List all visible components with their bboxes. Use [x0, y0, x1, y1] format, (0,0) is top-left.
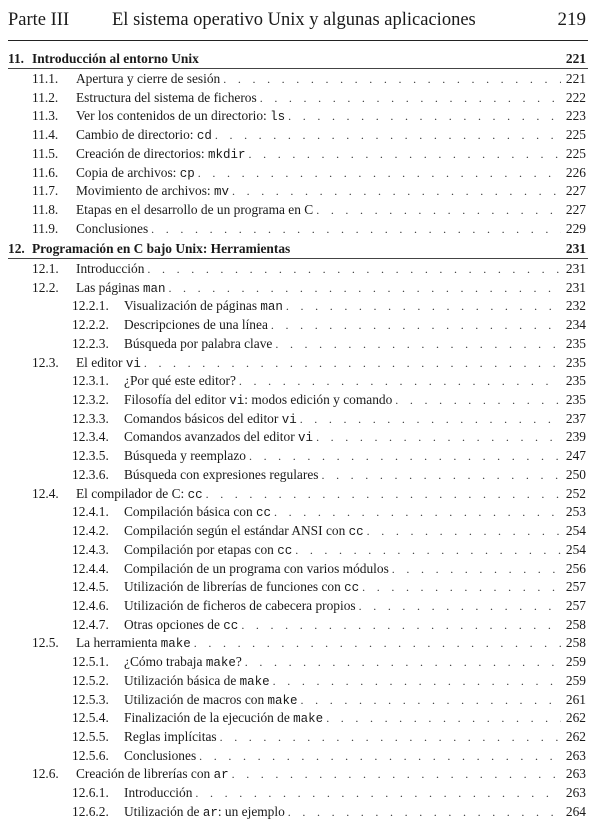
entry-text: El compilador de C:: [76, 485, 188, 501]
toc-entry[interactable]: [8, 765, 586, 783]
entry-page: 231: [565, 261, 586, 276]
entry-page: 222: [565, 89, 586, 105]
entry-text: Descripciones de una línea: [124, 317, 268, 333]
entry-page: 234: [565, 317, 586, 333]
entry-page: 235: [565, 335, 586, 351]
toc-entry[interactable]: [8, 279, 586, 297]
entry-page: 221: [565, 71, 586, 86]
entry-number: 12.4.7.: [72, 616, 109, 632]
entry-text: Reglas implícitas: [124, 729, 217, 744]
entry-text-suffix: ?: [235, 654, 242, 670]
entry-text: Utilización de ficheros de cabecera propios: [124, 597, 356, 613]
entry-code: vi: [298, 431, 314, 446]
entry-number: 12.4.4.: [72, 560, 109, 576]
entry-page: 237: [565, 410, 586, 426]
entry-title: [124, 653, 242, 672]
part-header: [8, 9, 586, 35]
entry-code: man: [142, 281, 166, 296]
entry-page: 262: [565, 710, 586, 726]
entry-text: Búsqueda con expresiones regulares: [124, 466, 319, 482]
entry-code: ar: [202, 805, 218, 820]
entry-page: 254: [565, 523, 586, 539]
entry-page: 257: [565, 579, 586, 595]
entry-text: Búsqueda y reemplazo: [124, 448, 246, 464]
entry-text: Conclusiones: [76, 220, 149, 236]
entry-title: [124, 372, 236, 390]
entry-title: [76, 354, 141, 373]
entry-number: 12.4.3.: [72, 541, 109, 557]
leader-dots: [326, 709, 561, 727]
entry-code: cd: [196, 129, 212, 144]
entry-text: Otras opciones de: [124, 616, 224, 632]
entry-number: 12.3.2.: [72, 392, 109, 408]
entry-text: Utilización de: [124, 803, 203, 819]
entry-number: 12.3.4.: [72, 429, 109, 445]
entry-code: mv: [213, 185, 229, 200]
leader-dots: [274, 503, 561, 521]
toc-entry[interactable]: [8, 297, 586, 315]
entry-text: Cambio de directorio:: [76, 127, 197, 143]
chapter-page: 231: [565, 241, 586, 256]
entry-title: [124, 803, 285, 822]
leader-dots: [168, 279, 561, 297]
leader-dots: [198, 164, 561, 182]
entry-code: cc: [344, 581, 360, 596]
toc-entry[interactable]: [8, 691, 586, 709]
entry-text: Las páginas: [76, 279, 143, 295]
toc-entry[interactable]: [8, 372, 586, 390]
entry-text: Etapas en el desarrollo de un programa en C: [76, 202, 314, 218]
entry-code: mkdir: [208, 147, 246, 162]
toc-entry[interactable]: [8, 145, 586, 163]
entry-page: 263: [565, 785, 586, 801]
entry-page: 264: [565, 803, 586, 819]
entry-page: 263: [565, 747, 586, 763]
entry-page: 231: [565, 279, 586, 295]
toc-entry[interactable]: [8, 107, 586, 125]
entry-number: 12.5.: [32, 635, 59, 651]
entry-text: Estructura del sistema de ficheros: [76, 89, 257, 105]
entry-code: vi: [125, 356, 141, 371]
entry-title: [124, 616, 238, 635]
leader-dots: [321, 466, 561, 484]
entry-code: ar: [213, 768, 229, 783]
leader-dots: [362, 578, 561, 596]
entry-text-suffix: : un ejemplo: [217, 803, 285, 819]
entry-text: ¿Por qué este editor?: [124, 373, 236, 389]
leader-dots: [147, 260, 561, 278]
entry-page: 235: [565, 392, 586, 408]
entry-title: [76, 107, 285, 126]
entry-code: ls: [270, 110, 286, 125]
entry-number: 12.5.4.: [72, 710, 109, 726]
entry-page: 257: [565, 597, 586, 613]
toc-entry[interactable]: [8, 578, 586, 596]
toc-entry[interactable]: [8, 410, 586, 428]
toc-entry[interactable]: [8, 653, 586, 671]
chapter-heading[interactable]: [8, 50, 586, 68]
entry-code: make: [160, 637, 191, 652]
entry-text: Filosofía del editor: [124, 392, 230, 408]
entry-title: [124, 522, 364, 541]
leader-dots: [232, 182, 561, 200]
entry-text: Conclusiones: [124, 747, 197, 763]
chapter-number: 12.: [8, 241, 25, 256]
part-title: El sistema operativo Unix y algunas aplicaciones: [112, 10, 476, 30]
leader-dots: [288, 803, 561, 821]
toc-entry[interactable]: [8, 391, 586, 409]
entry-page: 258: [565, 635, 586, 651]
entry-code: cc: [277, 543, 293, 558]
entry-title: [124, 447, 246, 465]
entry-text-suffix: : modos edición y comando: [244, 392, 393, 408]
entry-text: Movimiento de archivos:: [76, 183, 214, 199]
entry-number: 12.4.5.: [72, 579, 109, 595]
leader-dots: [151, 220, 561, 238]
entry-title: [124, 428, 313, 447]
entry-page: 256: [565, 560, 586, 576]
entry-title: [76, 164, 195, 183]
entry-page: 223: [565, 108, 586, 124]
entry-title: [76, 89, 257, 107]
entry-page: 254: [565, 541, 586, 557]
entry-text: Comandos básicos del editor: [124, 410, 282, 426]
entry-page: 263: [565, 766, 586, 782]
leader-dots: [316, 201, 561, 219]
leader-dots: [195, 784, 561, 802]
leader-dots: [232, 765, 561, 783]
entry-title: [76, 765, 229, 784]
leader-dots: [273, 672, 561, 690]
entry-code: make: [267, 693, 298, 708]
entry-title: [76, 201, 313, 219]
entry-text: Ver los contenidos de un directorio:: [76, 108, 271, 124]
toc-entry[interactable]: [8, 316, 586, 334]
leader-dots: [392, 560, 561, 578]
entry-page: 261: [565, 691, 586, 707]
entry-page: 259: [565, 672, 586, 688]
entry-text: Copia de archivos:: [76, 164, 180, 180]
entry-code: man: [260, 300, 283, 315]
toc-entry[interactable]: [8, 447, 586, 465]
toc-entry[interactable]: [8, 709, 586, 727]
entry-title: [124, 709, 323, 728]
entry-title: [124, 560, 389, 578]
toc-entry[interactable]: [8, 672, 586, 690]
leader-dots: [194, 634, 561, 652]
entry-page: 232: [565, 298, 586, 314]
toc-entry[interactable]: [8, 70, 586, 88]
entry-page: 247: [565, 448, 586, 464]
entry-number: 12.4.6.: [72, 597, 109, 613]
entry-number: 12.4.: [32, 485, 59, 501]
leader-dots: [220, 728, 561, 746]
leader-dots: [239, 372, 561, 390]
entry-text: ¿Cómo trabaja: [124, 654, 206, 670]
entry-number: 12.5.6.: [72, 747, 109, 763]
toc-entry[interactable]: [8, 616, 586, 634]
leader-dots: [286, 297, 561, 315]
entry-number: 12.1.: [32, 261, 59, 276]
entry-page: 227: [565, 183, 586, 199]
toc-entry[interactable]: [8, 597, 586, 615]
toc-entry[interactable]: [8, 560, 586, 578]
entry-number: 12.3.3.: [72, 410, 109, 426]
entry-number: 11.2.: [32, 89, 59, 105]
toc-entry[interactable]: [8, 541, 586, 559]
entry-title: [124, 691, 298, 710]
entry-title: [124, 410, 297, 429]
entry-number: 12.2.2.: [72, 317, 109, 333]
entry-number: 11.5.: [32, 145, 59, 161]
entry-title: [76, 70, 220, 88]
entry-number: 12.5.5.: [72, 729, 109, 744]
toc-entry[interactable]: [8, 220, 586, 238]
entry-title: [76, 279, 165, 298]
entry-page: 250: [565, 466, 586, 482]
toc-entry[interactable]: [8, 126, 586, 144]
entry-title: [124, 335, 272, 353]
entry-number: 12.2.: [32, 279, 59, 295]
entry-page: 226: [565, 164, 586, 180]
entry-title: [76, 182, 229, 201]
entry-text: Utilización de librerías de funciones con: [124, 579, 345, 595]
entry-number: 12.2.1.: [72, 298, 109, 314]
entry-page: 252: [565, 485, 586, 501]
chapter-rule: [8, 68, 588, 69]
entry-text: Compilación básica con: [124, 504, 257, 520]
entry-code: cc: [223, 618, 239, 633]
entry-code: vi: [281, 412, 297, 427]
toc-entry[interactable]: [8, 182, 586, 200]
entry-title: [76, 634, 191, 653]
entry-text: El editor: [76, 354, 126, 370]
leader-dots: [223, 70, 561, 88]
entry-code: cp: [179, 166, 195, 181]
leader-dots: [300, 410, 561, 428]
toc-entry[interactable]: [8, 747, 586, 765]
entry-title: [124, 503, 271, 522]
chapter-heading[interactable]: [8, 240, 586, 258]
toc-entry[interactable]: [8, 784, 586, 802]
toc-entry[interactable]: [8, 728, 586, 746]
entry-page: 225: [565, 145, 586, 161]
entry-text: Utilización básica de: [124, 672, 240, 688]
leader-dots: [245, 653, 561, 671]
entry-title: [76, 220, 148, 238]
entry-page: 258: [565, 616, 586, 632]
entry-title: [76, 485, 203, 504]
entry-text: Compilación por etapas con: [124, 541, 278, 557]
entry-title: [76, 145, 246, 164]
entry-title: [124, 297, 283, 316]
entry-page: 227: [565, 202, 586, 218]
entry-page: 262: [565, 729, 586, 744]
chapter-title: Introducción al entorno Unix: [32, 51, 199, 66]
entry-number: 11.1.: [32, 71, 59, 86]
entry-number: 12.6.: [32, 766, 59, 782]
leader-dots: [249, 145, 561, 163]
leader-dots: [275, 335, 561, 353]
toc-entry[interactable]: [8, 428, 586, 446]
entry-page: 235: [565, 373, 586, 389]
entry-number: 11.8.: [32, 202, 59, 218]
entry-number: 11.4.: [32, 127, 59, 143]
entry-title: [124, 578, 359, 597]
entry-text: Utilización de macros con: [124, 691, 268, 707]
entry-number: 12.3.: [32, 354, 59, 370]
part-number: Parte III: [8, 10, 70, 30]
entry-page: 239: [565, 429, 586, 445]
entry-text: Creación de directorios:: [76, 145, 208, 161]
leader-dots: [199, 747, 561, 765]
leader-dots: [316, 428, 561, 446]
toc-entry[interactable]: [8, 164, 586, 182]
entry-number: 12.2.3.: [72, 335, 109, 351]
entry-title: [76, 126, 212, 145]
entry-code: vi: [229, 394, 245, 409]
leader-dots: [271, 316, 561, 334]
entry-text: Introducción: [76, 261, 145, 276]
leader-dots: [241, 616, 561, 634]
part-rule: [8, 40, 588, 41]
entry-text: Comandos avanzados del editor: [124, 429, 299, 445]
entry-title: [124, 747, 196, 765]
entry-text: La herramienta: [76, 635, 161, 651]
entry-title: [124, 466, 318, 484]
leader-dots: [215, 126, 561, 144]
part-page: 219: [557, 9, 586, 30]
toc-entry[interactable]: [8, 201, 586, 219]
entry-text: Introducción: [124, 785, 193, 801]
leader-dots: [144, 354, 561, 372]
entry-title: [124, 316, 268, 334]
entry-text: Compilación según el estándar ANSI con: [124, 523, 349, 539]
toc-entry[interactable]: [8, 485, 586, 503]
entry-number: 11.7.: [32, 183, 59, 199]
toc-entry[interactable]: [8, 503, 586, 521]
chapter-number: 11.: [8, 51, 24, 66]
entry-title: [124, 784, 192, 802]
leader-dots: [395, 391, 561, 409]
entry-title: [124, 728, 217, 746]
entry-number: 12.3.6.: [72, 466, 109, 482]
chapter-rule: [8, 258, 588, 259]
entry-code: cc: [256, 506, 272, 521]
leader-dots: [249, 447, 561, 465]
entry-page: 235: [565, 354, 586, 370]
entry-number: 11.3.: [32, 108, 59, 124]
entry-number: 12.5.1.: [72, 654, 109, 670]
entry-title: [124, 541, 292, 560]
entry-number: 11.9.: [32, 220, 59, 236]
entry-title: [76, 260, 144, 278]
entry-text: Finalización de la ejecución de: [124, 710, 294, 726]
toc-entry[interactable]: [8, 803, 586, 821]
entry-number: 12.5.2.: [72, 672, 109, 688]
entry-number: 12.5.3.: [72, 691, 109, 707]
entry-page: 225: [565, 127, 586, 143]
chapter-page: 221: [565, 51, 586, 66]
entry-code: make: [205, 656, 236, 671]
leader-dots: [301, 691, 561, 709]
toc-entry[interactable]: [8, 260, 586, 278]
entry-title: [124, 672, 270, 691]
toc-entry[interactable]: [8, 522, 586, 540]
chapter-title: Programación en C bajo Unix: Herramientas: [32, 241, 291, 256]
entry-code: cc: [187, 487, 203, 502]
entry-title: [124, 597, 356, 615]
leader-dots: [206, 485, 561, 503]
toc-entry[interactable]: [8, 89, 586, 107]
entry-number: 12.4.1.: [72, 504, 109, 520]
leader-dots: [295, 541, 561, 559]
leader-dots: [260, 89, 561, 107]
toc-entry[interactable]: [8, 354, 586, 372]
toc-entry[interactable]: [8, 634, 586, 652]
entry-code: cc: [348, 525, 364, 540]
leader-dots: [359, 597, 561, 615]
leader-dots: [367, 522, 561, 540]
toc-entry[interactable]: [8, 335, 586, 353]
entry-title: [124, 391, 392, 410]
leader-dots: [288, 107, 561, 125]
entry-number: 12.6.2.: [72, 803, 109, 819]
entry-text: Búsqueda por palabra clave: [124, 335, 273, 351]
toc-entry[interactable]: [8, 466, 586, 484]
entry-text: Apertura y cierre de sesión: [76, 71, 221, 86]
entry-code: make: [239, 674, 270, 689]
entry-number: 11.6.: [32, 164, 59, 180]
entry-page: 259: [565, 654, 586, 670]
entry-text: Compilación de un programa con varios módulos: [124, 560, 389, 576]
entry-code: make: [293, 712, 324, 727]
entry-text: Creación de librerías con: [76, 766, 214, 782]
entry-number: 12.3.1.: [72, 373, 109, 389]
entry-text: Visualización de páginas: [124, 298, 261, 314]
entry-number: 12.4.2.: [72, 523, 109, 539]
entry-page: 229: [565, 220, 586, 236]
entry-page: 253: [565, 504, 586, 520]
entry-number: 12.3.5.: [72, 448, 109, 464]
entry-number: 12.6.1.: [72, 785, 109, 801]
